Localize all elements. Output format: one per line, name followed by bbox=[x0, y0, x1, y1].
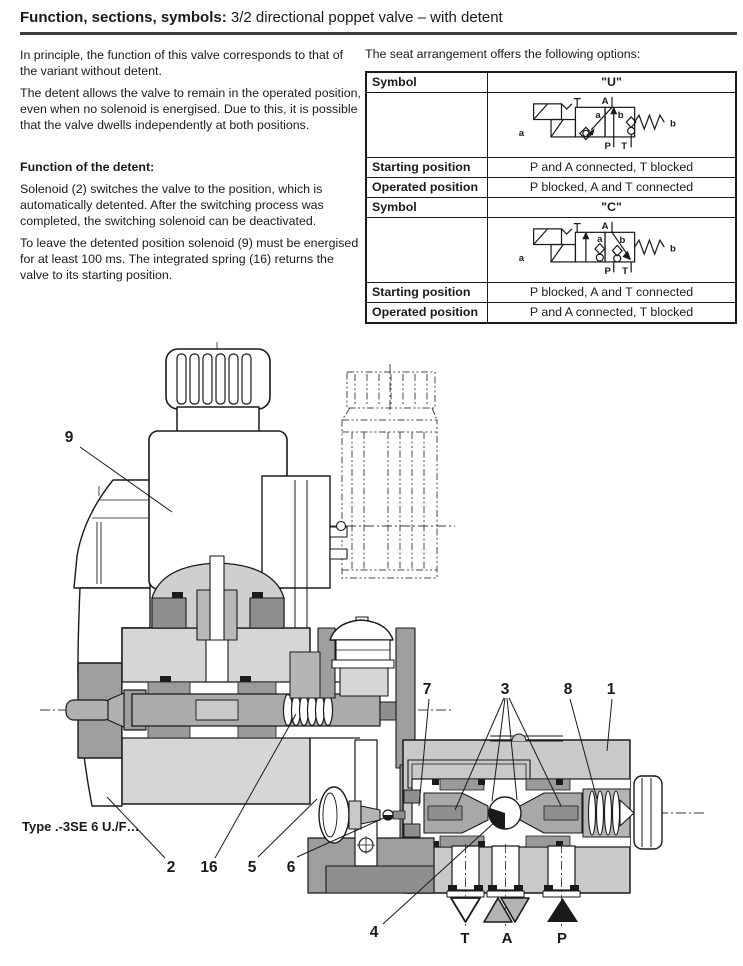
intro-column bbox=[20, 47, 362, 289]
symbol-c-name: "C" bbox=[488, 198, 737, 218]
callout-3: 3 bbox=[500, 681, 510, 698]
hex-plug bbox=[634, 776, 662, 849]
override-knob bbox=[319, 787, 349, 843]
symbol-port-t-label: T bbox=[620, 141, 627, 152]
valve-symbol-u bbox=[511, 94, 713, 152]
intro-paragraph-1: In principle, the function of this valve corresponds to that of the variant without detent. bbox=[20, 48, 344, 78]
symbol-actuator-a-label: a bbox=[518, 253, 524, 265]
symbol-c-diagram-spacer bbox=[366, 218, 488, 283]
symbol-u-diagram-cell bbox=[488, 93, 737, 158]
check-valve-icon bbox=[595, 244, 605, 254]
port-p-label: P bbox=[556, 930, 568, 947]
callout-4: 4 bbox=[369, 924, 379, 941]
operated-position-c-label: Operated position bbox=[366, 303, 488, 324]
detent-notch-icon bbox=[561, 104, 571, 109]
valve-symbol-c bbox=[511, 219, 713, 277]
port-t-label: T bbox=[460, 930, 470, 947]
seat-valve-icon bbox=[612, 245, 622, 255]
starting-position-u-value: P and A connected, T blocked bbox=[488, 158, 737, 178]
symbol-c-label: Symbol bbox=[366, 198, 488, 218]
symbol-u-name: "U" bbox=[488, 72, 737, 93]
callout-9: 9 bbox=[64, 429, 74, 446]
operated-position-u-label: Operated position bbox=[366, 178, 488, 198]
callout-5: 5 bbox=[247, 859, 257, 876]
armature-spindle bbox=[132, 694, 380, 726]
solenoid-box-icon bbox=[533, 104, 561, 120]
page-title bbox=[20, 9, 737, 35]
symbol-c-diagram-cell bbox=[488, 218, 737, 283]
symbol-port-a-label: A bbox=[601, 95, 608, 107]
valve-section-svg bbox=[0, 335, 743, 961]
detent-paragraph-2: To leave the detented position solenoid (9) must be energised for at least 100 ms. The integrated spring (16) returns the valve to its starting position. bbox=[20, 236, 359, 282]
symbol-spring-b-label: b bbox=[669, 118, 676, 130]
spring-8-coil bbox=[589, 791, 596, 835]
symbol-actuator-a-label: a bbox=[518, 128, 524, 140]
sectional-drawing bbox=[0, 335, 743, 961]
starting-position-c-value: P blocked, A and T connected bbox=[488, 283, 737, 303]
starting-position-c-label: Starting position bbox=[366, 283, 488, 303]
adjust-stem bbox=[66, 700, 112, 720]
operated-position-u-value: P blocked, A and T connected bbox=[488, 178, 737, 198]
symbol-square-b-label: b bbox=[619, 234, 625, 246]
detent-paragraph-1: Solenoid (2) switches the valve to the position, which is automatically detented. After the switching process was completed, the switching solenoid can be deactivated. bbox=[20, 182, 324, 228]
phantom-connector-option bbox=[342, 372, 437, 578]
symbol-square-b-label: b bbox=[617, 109, 624, 121]
starting-position-u-label: Starting position bbox=[366, 158, 488, 178]
callout-6: 6 bbox=[286, 859, 296, 876]
detent-notch-icon bbox=[561, 229, 571, 234]
seat-options-table bbox=[365, 71, 737, 324]
spring-icon bbox=[634, 115, 664, 129]
valve-block bbox=[403, 734, 662, 893]
symbol-port-p-label: P bbox=[603, 266, 611, 277]
callout-1: 1 bbox=[606, 681, 616, 698]
solenoid-box-icon bbox=[551, 120, 575, 137]
symbol-u-label: Symbol bbox=[366, 72, 488, 93]
port-t-triangle-icon bbox=[451, 898, 480, 922]
operated-position-c-value: P and A connected, T blocked bbox=[488, 303, 737, 324]
intro-paragraph-2: The detent allows the valve to remain in the operated position, even when no solenoid is energised. Due to this, it is possible that the valve dwells independently at both positions. bbox=[20, 86, 361, 132]
type-designation-label: Type .-3SE 6 U./F… bbox=[22, 819, 140, 834]
symbol-square-a-label: a bbox=[594, 109, 601, 121]
seat-options-intro: The seat arrangement offers the following options: bbox=[365, 47, 641, 61]
pin-push-rod bbox=[210, 556, 224, 640]
cap-neck bbox=[177, 407, 259, 433]
callout-8: 8 bbox=[563, 681, 573, 698]
connector-pin-icon bbox=[337, 522, 346, 531]
callout-2: 2 bbox=[166, 859, 176, 876]
callout-16: 16 bbox=[200, 859, 218, 876]
page-title-lead: Function, sections, symbols: bbox=[20, 9, 227, 26]
solenoid-box-icon bbox=[533, 229, 561, 245]
symbol-port-p-label: P bbox=[603, 141, 611, 152]
port-a-label: A bbox=[501, 930, 513, 947]
symbol-spring-b-label: b bbox=[669, 243, 676, 255]
page-title-rest: 3/2 directional poppet valve – with detent bbox=[226, 9, 503, 26]
seat-options-column bbox=[365, 47, 737, 324]
symbol-square-a-label: a bbox=[596, 233, 602, 245]
callout-7: 7 bbox=[422, 681, 432, 698]
detent-heading: Function of the detent: bbox=[20, 160, 155, 174]
symbol-port-a-label: A bbox=[601, 220, 608, 232]
symbol-u-diagram-spacer bbox=[366, 93, 488, 158]
flow-arrow-a bbox=[591, 107, 612, 130]
screw-head bbox=[330, 620, 393, 640]
symbol-port-t-label: T bbox=[621, 266, 628, 277]
port-p-triangle-icon bbox=[547, 898, 578, 922]
spring-icon bbox=[634, 240, 664, 254]
port-symbols bbox=[451, 898, 578, 922]
solenoid-box-icon bbox=[551, 245, 575, 262]
